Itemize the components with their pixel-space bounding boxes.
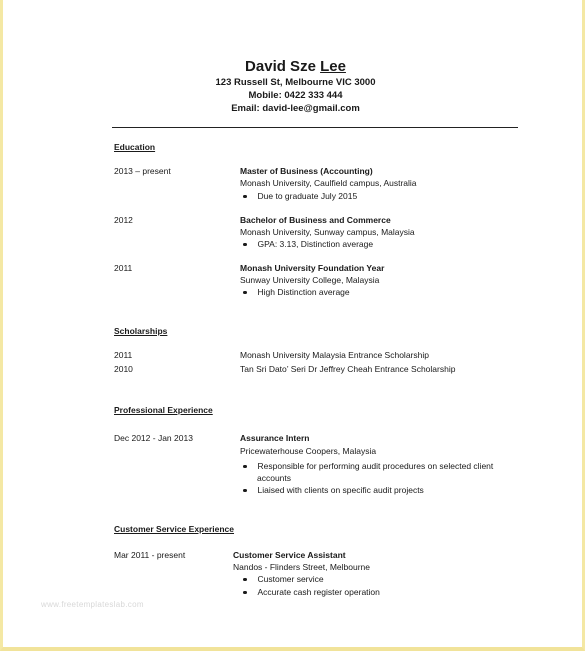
bullet-icon — [243, 195, 247, 199]
education-institution: Monash University, Caulfield campus, Australia — [240, 178, 417, 188]
education-date: 2013 – present — [114, 166, 171, 176]
watermark: www.freetemplateslab.com — [41, 600, 144, 609]
bullet-icon — [243, 291, 247, 295]
professional-date: Dec 2012 - Jan 2013 — [114, 433, 193, 443]
name-first: David Sze — [245, 58, 321, 75]
professional-bullet-continuation: accounts — [257, 473, 292, 483]
professional-company: Pricewaterhouse Coopers, Malaysia — [240, 446, 377, 456]
name-last: Lee — [320, 58, 346, 75]
bullet-icon — [243, 489, 247, 493]
professional-title: Assurance Intern — [240, 433, 310, 443]
bullet-icon — [243, 591, 247, 595]
bullet-icon — [243, 243, 247, 247]
scholarships-heading: Scholarships — [114, 326, 168, 336]
customer-service-bullet: Customer service — [243, 574, 324, 584]
header-divider — [112, 127, 518, 128]
education-heading: Education — [114, 142, 156, 152]
bullet-icon — [243, 465, 247, 469]
customer-service-company: Nandos - Flinders Street, Melbourne — [233, 562, 371, 572]
education-institution: Sunway University College, Malaysia — [240, 275, 380, 285]
bullet-icon — [243, 578, 247, 582]
address: 123 Russell St, Melbourne VIC 3000 — [215, 77, 376, 88]
professional-bullet: Liaised with clients on specific audit projects — [243, 485, 424, 495]
customer-service-title: Customer Service Assistant — [233, 550, 346, 560]
education-title: Master of Business (Accounting) — [240, 166, 373, 176]
email: Email: david-lee@gmail.com — [231, 103, 360, 114]
scholarship-year: 2011 — [114, 350, 133, 360]
candidate-name — [3, 58, 585, 75]
education-title: Bachelor of Business and Commerce — [240, 215, 391, 225]
education-date: 2011 — [114, 263, 133, 273]
education-title: Monash University Foundation Year — [240, 263, 385, 273]
education-bullet: High Distinction average — [243, 287, 350, 297]
education-bullet: Due to graduate July 2015 — [243, 191, 357, 201]
customer-service-bullet: Accurate cash register operation — [243, 587, 380, 597]
customer-service-date: Mar 2011 - present — [114, 550, 186, 560]
education-date: 2012 — [114, 215, 133, 225]
scholarship-name: Tan Sri Dato’ Seri Dr Jeffrey Cheah Entrance Scholarship — [240, 364, 456, 374]
scholarship-year: 2010 — [114, 364, 133, 374]
education-bullet: GPA: 3.13, Distinction average — [243, 239, 373, 249]
scholarship-name: Monash University Malaysia Entrance Scholarship — [240, 350, 429, 360]
customer-service-heading: Customer Service Experience — [114, 524, 235, 534]
professional-bullet: Responsible for performing audit procedures on selected client — [243, 461, 493, 471]
mobile: Mobile: 0422 333 444 — [248, 90, 343, 101]
education-institution: Monash University, Sunway campus, Malaysia — [240, 227, 415, 237]
professional-heading: Professional Experience — [114, 405, 213, 415]
